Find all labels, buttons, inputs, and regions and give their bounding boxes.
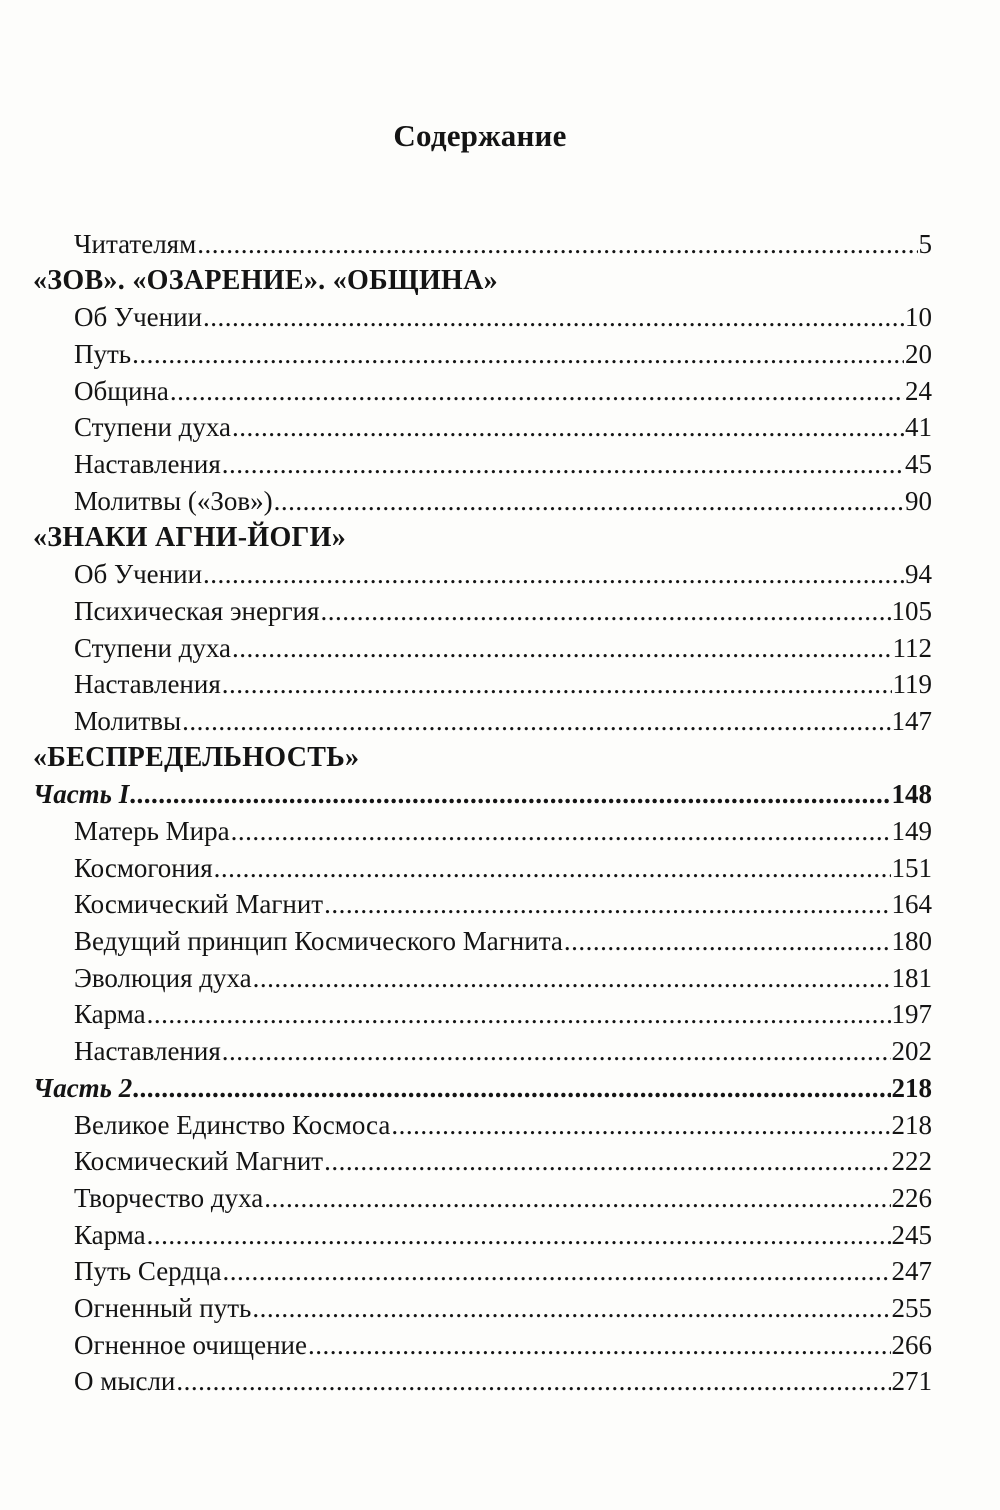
toc-entry [0, 226, 1000, 263]
toc-page-number: 10 [905, 302, 932, 333]
toc-entry [0, 1107, 1000, 1144]
dot-leader [324, 886, 890, 923]
toc-page-number: 105 [891, 595, 932, 626]
toc-page-number: 119 [892, 669, 932, 700]
toc-section-heading [0, 740, 1000, 777]
toc-entry-label: Карма [74, 1219, 146, 1250]
toc-entry-label: Великое Единство Космоса [74, 1109, 391, 1140]
dot-leader [222, 666, 892, 703]
toc-page-number: 226 [891, 1182, 932, 1213]
toc-entry-label: Творчество духа [74, 1182, 264, 1213]
toc-page-number: 94 [905, 559, 932, 590]
toc-entry-label: «БЕСПРЕДЕЛЬНОСТЬ» [33, 741, 360, 773]
toc-entry-label: Об Учении [74, 559, 203, 590]
toc-page-number: 149 [891, 816, 932, 846]
toc-page-number: 247 [891, 1256, 932, 1287]
toc-entry-label: Эволюция духа [74, 962, 252, 993]
toc-entry-label: Путь [74, 339, 132, 370]
toc-entry-label: О мысли [74, 1366, 176, 1397]
toc-page-number: 218 [891, 1072, 932, 1103]
toc-page-number: 164 [891, 889, 932, 920]
toc-entry-label: Космический Магнит [74, 1146, 324, 1177]
dot-leader [232, 409, 904, 446]
toc-page-number: 271 [891, 1366, 932, 1397]
toc-page-number: 148 [891, 779, 932, 810]
dot-leader [203, 556, 904, 593]
toc-entry [0, 960, 1000, 997]
toc-entry [0, 996, 1000, 1033]
toc-page-number: 255 [891, 1292, 932, 1323]
toc-entry-label: Община [74, 375, 169, 406]
toc-entry [0, 336, 1000, 373]
toc-entry-label: Ведущий принцип Космического Магнита [74, 926, 563, 957]
dot-leader [264, 1180, 890, 1217]
dot-leader [130, 776, 890, 813]
toc-entry-label: Молитвы («Зов») [74, 485, 273, 516]
dot-leader [391, 1107, 890, 1144]
toc-page-number: 266 [891, 1329, 932, 1360]
toc-entry [0, 1327, 1000, 1364]
dot-leader [223, 1253, 891, 1290]
toc-entry [0, 923, 1000, 960]
toc-page-number: 197 [891, 999, 932, 1030]
toc-entry [0, 813, 1000, 850]
toc-page-number: 45 [905, 449, 932, 480]
toc-entry-label: Об Учении [74, 302, 203, 333]
toc-entry [0, 373, 1000, 410]
toc-entry-label: Часть 2 [33, 1072, 133, 1103]
dot-leader [214, 850, 891, 887]
dot-leader [147, 996, 891, 1033]
toc-entry-label: Карма [74, 999, 146, 1030]
toc-page-number: 112 [892, 632, 932, 663]
toc-page-number: 202 [891, 1036, 932, 1067]
dot-leader [147, 1217, 891, 1254]
toc-page-number: 90 [905, 485, 932, 516]
toc-entry [0, 1363, 1000, 1400]
toc-page-number: 20 [905, 339, 932, 370]
toc-entry-label: Огненное очищение [74, 1329, 307, 1360]
toc-entry [0, 483, 1000, 520]
dot-leader [203, 299, 904, 336]
toc-page-number: 5 [918, 229, 932, 259]
toc-entry-label: Ступени духа [74, 632, 232, 663]
toc-section-heading [0, 520, 1000, 557]
toc-section-heading [0, 263, 1000, 300]
toc-entry [0, 1290, 1000, 1327]
toc-page-number: 218 [891, 1109, 932, 1140]
dot-leader [324, 1143, 890, 1180]
dot-leader [133, 1070, 890, 1107]
toc-entry-label: Путь Сердца [74, 1256, 222, 1287]
dot-leader [252, 1290, 890, 1327]
dot-leader [274, 483, 904, 520]
toc-entry [0, 1253, 1000, 1290]
toc-page-number: 24 [905, 375, 932, 406]
dot-leader [308, 1327, 891, 1364]
toc-entry-label: Наставления [74, 449, 221, 480]
toc-entry [0, 409, 1000, 446]
toc-page-number: 222 [891, 1146, 932, 1177]
toc-entry-label: «ЗОВ». «ОЗАРЕНИЕ». «ОБЩИНА» [33, 264, 498, 296]
dot-leader [231, 813, 891, 850]
toc-entry [0, 703, 1000, 740]
toc-entry [0, 1217, 1000, 1254]
dot-leader [132, 336, 904, 373]
toc-entry [0, 630, 1000, 667]
toc-entry-label: Читателям [74, 229, 197, 259]
dot-leader [232, 630, 891, 667]
dot-leader [182, 703, 890, 740]
toc-entry-label: Молитвы [74, 705, 182, 736]
toc-entry-label: Матерь Мира [74, 816, 230, 846]
toc-entry [0, 850, 1000, 887]
toc-entry [0, 886, 1000, 923]
toc-page-number: 245 [891, 1219, 932, 1250]
toc-entry-label: Часть I [33, 779, 130, 810]
toc-entry [0, 446, 1000, 483]
toc-entry-label: Наставления [74, 1036, 221, 1067]
dot-leader [320, 593, 890, 630]
toc-entry [0, 1033, 1000, 1070]
page-title: Содержание [393, 118, 567, 153]
toc-entry-label: Огненный путь [74, 1292, 252, 1323]
dot-leader [170, 373, 904, 410]
toc-entry-label: Психическая энергия [74, 595, 320, 626]
dot-leader [197, 226, 917, 263]
dot-leader [176, 1363, 890, 1400]
toc-entry [0, 1143, 1000, 1180]
toc-entry-label: Космогония [74, 852, 213, 883]
toc-entry-label: Ступени духа [74, 412, 232, 443]
toc-entry-label: «ЗНАКИ АГНИ-ЙОГИ» [33, 521, 347, 553]
toc-entry [0, 556, 1000, 593]
toc-page-number: 151 [891, 852, 932, 883]
toc-entry [0, 666, 1000, 703]
toc-entry [0, 593, 1000, 630]
table-of-contents [0, 226, 1000, 1400]
dot-leader [222, 1033, 891, 1070]
toc-page-number: 147 [891, 705, 932, 736]
toc-entry [0, 1180, 1000, 1217]
toc-part-entry [0, 1070, 1000, 1107]
toc-entry-label: Наставления [74, 669, 221, 700]
toc-entry [0, 299, 1000, 336]
toc-page-number: 181 [891, 962, 932, 993]
toc-part-entry [0, 776, 1000, 813]
dot-leader [564, 923, 891, 960]
toc-page-number: 41 [905, 412, 932, 443]
dot-leader [222, 446, 904, 483]
toc-page-number: 180 [891, 926, 932, 957]
toc-entry-label: Космический Магнит [74, 889, 324, 920]
dot-leader [253, 960, 891, 997]
